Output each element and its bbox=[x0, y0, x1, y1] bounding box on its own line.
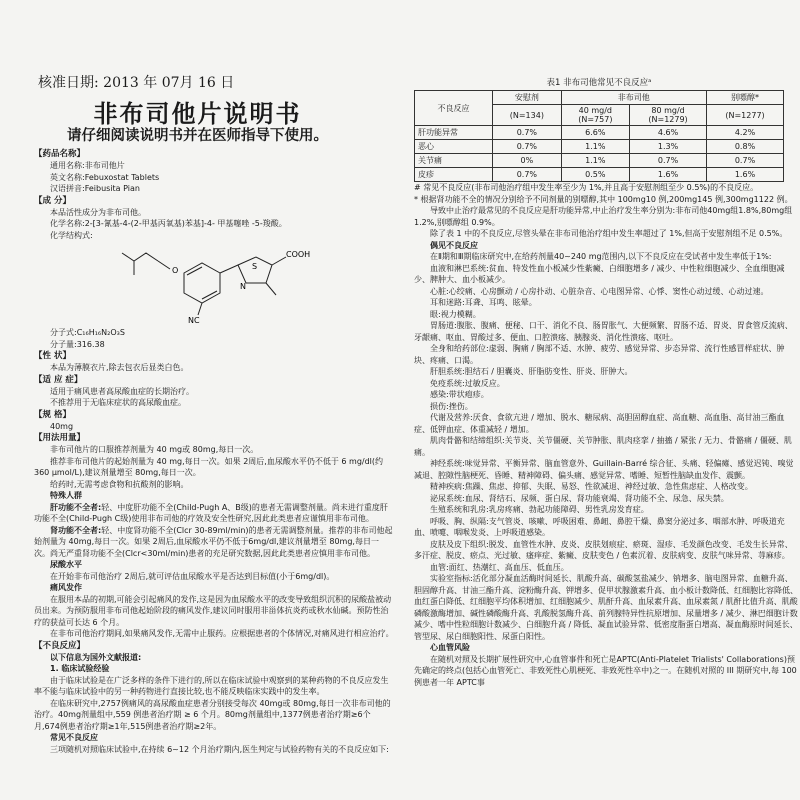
adverse-sub-heading-2: 1. 临床试验经验 bbox=[50, 664, 110, 673]
organ-system-item bbox=[414, 343, 798, 366]
chemical-name: 化学名称:2-[3-氰基-4-(2-甲基丙氧基)苯基]-4- 甲基噻唑 -5-羧酸。 bbox=[50, 219, 287, 228]
adverse-p4: 导致中止治疗最常见的不良反应是肝功能异常,中止治疗发生率分别为:非布司他40mg组1.8%,80mg组1.2%,别嘌醇组 0.9%。 bbox=[414, 206, 793, 227]
organ-system-text: 心绞痛、心房颤动 / 心房扑动、心脏杂音、心电图异常、心悸、窦性心动过缓、心动过速。 bbox=[448, 286, 769, 296]
usage-instruction: 请仔细阅读说明书并在医师指导下使用。 bbox=[67, 128, 328, 144]
organ-system-text: 味觉异常、平衡异常、脑血管意外、Guillain-Barré 综合征、头痛、轻偏瘫、感觉迟钝、嗅觉减退、腔隙性脑梗死、昏睡、精神障碍、偏头痛、感觉异常、嗜睡、短暂性脑缺血发作、震颤。 bbox=[414, 459, 794, 480]
description-text: 本品为薄膜衣片,除去包衣后显类白色。 bbox=[50, 363, 189, 372]
adverse-reaction-table bbox=[414, 90, 784, 182]
subheader-placebo-n: (N=134) bbox=[493, 105, 561, 126]
organ-system-label: 神经系统: bbox=[430, 459, 465, 468]
organ-system-label: 生殖系统和乳房: bbox=[430, 505, 489, 514]
special-population-heading: 特殊人群 bbox=[50, 491, 82, 500]
spec-value: 40mg bbox=[50, 421, 74, 431]
left-column bbox=[0, 0, 395, 800]
organ-system-label: 免疫系统: bbox=[430, 378, 465, 388]
organ-system-label: 皮肤及皮下组织: bbox=[430, 539, 489, 549]
row-feb40: 1.1% bbox=[561, 140, 629, 154]
pinyin-name: 汉语拼音:Feibusita Pian bbox=[50, 184, 140, 193]
row-reaction: 关节痛 bbox=[415, 154, 493, 168]
organ-system-text: 虚弱、胸痛 / 胸部不适、水肿、疲劳、感觉异常、步态异常、流行性感冒样症状、肿块、疼痛、口渴。 bbox=[414, 344, 785, 365]
organ-system-label: 血液和淋巴系统: bbox=[430, 263, 489, 273]
organ-system-list bbox=[414, 263, 798, 643]
sulfur-atom-label: S bbox=[252, 262, 258, 271]
adverse-p1: 由于临床试验是在广泛多样的条件下进行的,所以在临床试验中观察到的某种药物的不良反应发生率不能与临床试验中的另一种药物进行直接比较,也不能反映临床实践中的发生率。 bbox=[34, 675, 389, 696]
organ-system-label: 血管: bbox=[430, 562, 449, 572]
row-feb80: 1.6% bbox=[630, 168, 707, 182]
organ-system-label: 心脏: bbox=[430, 286, 449, 296]
organ-system-label: 眼: bbox=[430, 309, 441, 319]
header-placebo: 安慰剂 bbox=[493, 91, 561, 105]
table-note-a: # 常见不良反应(非布司他治疗组中发生率至少为 1%,并且高于安慰剂组至少 0.5%)的不良反应。 bbox=[414, 183, 759, 192]
dosage-p1: 非布司他片的口服推荐剂量为 40 mg或 80mg,每日一次。 bbox=[50, 445, 259, 454]
cyano-label: NC bbox=[188, 316, 200, 325]
section-heading-indications: 【适 应 症】 bbox=[34, 374, 83, 385]
organ-system-item bbox=[414, 481, 798, 493]
section-heading-spec: 【规 格】 bbox=[34, 409, 71, 420]
table-header-row bbox=[415, 91, 784, 105]
organ-system-text: 脱发、血管性水肿、皮炎、皮肤划痕症、瘀斑、湿疹、毛发颜色改变、毛发生长异常、多汗症、脱皮、瘀点、光过敏、瘙痒症、紫癜、皮肤变色 / 色素沉着、皮肤病变、皮肤气味异常、荨麻疹。 bbox=[414, 539, 793, 560]
indication-line-2: 不推荐用于无临床症状的高尿酸血症。 bbox=[50, 398, 186, 407]
organ-system-item bbox=[414, 573, 798, 642]
right-column bbox=[398, 0, 800, 800]
organ-system-label: 代谢及营养: bbox=[430, 413, 473, 422]
organ-system-item bbox=[414, 297, 798, 309]
table-caption: 表1 非布司他常见不良反应ᵃ bbox=[546, 78, 652, 88]
cardiovascular-risk-heading: 心血管风险 bbox=[430, 643, 470, 652]
section-heading-description: 【性 状】 bbox=[34, 351, 71, 361]
organ-system-item bbox=[414, 493, 798, 505]
document-title: 非布司他片说明书 bbox=[93, 99, 302, 128]
row-placebo: 0.7% bbox=[493, 126, 561, 140]
row-reaction: 皮疹 bbox=[415, 168, 493, 182]
organ-system-label: 实验室指标: bbox=[430, 574, 473, 583]
composition-line-1: 本品活性成分为非布司他。 bbox=[50, 207, 146, 217]
organ-system-item bbox=[414, 366, 798, 378]
organ-system-text: 带状疱疹。 bbox=[448, 390, 489, 399]
organ-system-label: 肝胆系统: bbox=[430, 367, 465, 376]
header-febuxostat: 非布司他 bbox=[561, 91, 706, 105]
organ-system-label: 感染: bbox=[430, 390, 449, 399]
organ-system-label: 全身和给药部位: bbox=[430, 344, 489, 353]
organ-system-text: 过敏反应。 bbox=[464, 378, 505, 388]
english-name: 英文名称:Febuxostat Tablets bbox=[50, 172, 160, 182]
organ-system-item bbox=[414, 539, 798, 562]
carboxyl-label: COOH bbox=[286, 250, 311, 259]
common-reactions-heading: 常见不良反应 bbox=[50, 733, 98, 742]
organ-system-item bbox=[414, 378, 798, 390]
table-row bbox=[415, 168, 784, 182]
organ-system-item bbox=[414, 516, 798, 539]
header-reaction: 不良反应 bbox=[415, 91, 493, 126]
section-heading-composition: 【成 分】 bbox=[34, 195, 71, 206]
organ-system-text: 视力模糊。 bbox=[440, 309, 481, 319]
section-heading-drug-name: 【药品名称】 bbox=[34, 149, 86, 159]
subheader-80mg bbox=[630, 105, 707, 126]
renal-label: 肾功能不全者: bbox=[50, 525, 102, 535]
organ-system-label: 呼吸、胸、纵隔: bbox=[430, 516, 489, 526]
organ-system-item bbox=[414, 562, 798, 574]
gout-flare-text-2: 在非布司他治疗期间,如果痛风发作,无需中止服药。应根据患者的个体情况,对痛风进行相应治疗。 bbox=[50, 629, 394, 638]
oxygen-atom-label: O bbox=[172, 266, 179, 275]
chemical-structure bbox=[34, 243, 334, 325]
row-allopurinol: 0.7% bbox=[707, 154, 784, 168]
organ-system-text: 支气管炎、咳嗽、呼吸困难、鼻衄、鼻腔干燥、鼻窦分泌过多、咽部水肿、呼吸道充血、喷嚏、咽喉发炎、上呼吸道感染。 bbox=[414, 516, 785, 537]
organ-system-label: 泌尿系统: bbox=[430, 493, 465, 503]
structure-label: 化学结构式: bbox=[50, 230, 93, 240]
organ-system-text: 胆结石 / 胆囊炎、肝脂肪变性、肝炎、肝肿大。 bbox=[464, 367, 633, 376]
table-row bbox=[415, 154, 784, 168]
row-feb80: 4.6% bbox=[630, 126, 707, 140]
organ-system-text: 血尿、肾结石、尿频、蛋白尿、肾功能衰竭、肾功能不全、尿急、尿失禁。 bbox=[464, 493, 729, 503]
row-feb40: 6.6% bbox=[561, 126, 629, 140]
organ-system-item bbox=[414, 389, 798, 401]
row-placebo: 0% bbox=[493, 154, 561, 168]
adverse-sub-heading-1: 以下信息为国外文献报道: bbox=[50, 652, 142, 662]
molecular-formula: 分子式:C₁₆H₁₆N₂O₃S bbox=[50, 328, 125, 337]
organ-system-item bbox=[414, 286, 798, 298]
table-row bbox=[415, 126, 784, 140]
adverse-p2: 在临床研究中,2757例痛风的高尿酸血症患者分别接受每次 40mg或 80mg,每日一次非布司他的治疗。40mg剂量组中,559 例患者治疗期 ≥ 6 个月。80mg剂量组中,1377例患者治疗期≥6个月,674例患者治疗期≥1年,515例患者治疗期≥2年。 bbox=[34, 698, 391, 731]
table-row bbox=[415, 140, 784, 154]
organ-system-label: 精神疾病: bbox=[430, 482, 465, 491]
hepatic-text: 轻、中度肝功能不全(Child-Pugh A、B级)的患者无需调整剂量。尚未进行重度肝功能不全(Child-Pugh C级)使用非布司他的疗效及安全性研究,因此此类患者应谨慎用非布司他。 bbox=[34, 502, 388, 523]
section-heading-adverse: 【不良反应】 bbox=[34, 640, 86, 651]
organ-system-item bbox=[414, 435, 798, 458]
subheader-40mg bbox=[561, 105, 629, 126]
row-feb40: 0.5% bbox=[561, 168, 629, 182]
organ-system-text: 挫伤。 bbox=[448, 401, 473, 411]
organ-system-label: 耳和迷路: bbox=[430, 298, 465, 307]
adverse-p5: 除了表 1 中的不良反应,尽管头晕在非布司他治疗组中发生率超过了 1%,但高于安慰剂组不足 0.5%。 bbox=[430, 229, 788, 238]
organ-system-item bbox=[414, 504, 798, 516]
occasional-reactions-heading: 偶见不良反应 bbox=[430, 240, 478, 250]
row-reaction: 恶心 bbox=[415, 140, 493, 154]
organ-system-text: 腹胀、腹痛、便秘、口干、消化不良、肠胃胀气、大便频繁、胃肠不适、胃炎、胃食管反流病、牙龈痛、呕血、胃酸过多、便血、口腔溃疡、胰腺炎、消化性溃疡、呕吐。 bbox=[414, 321, 793, 342]
indication-line-1: 适用于痛风患者高尿酸血症的长期治疗。 bbox=[50, 386, 194, 396]
organ-system-label: 肌肉骨骼和结缔组织: bbox=[430, 436, 505, 445]
organ-system-item bbox=[414, 401, 798, 413]
subheader-allopurinol-n: (N=1277) bbox=[707, 105, 784, 126]
monograph-body bbox=[34, 148, 394, 755]
row-allopurinol: 1.6% bbox=[707, 168, 784, 182]
row-allopurinol: 4.2% bbox=[707, 126, 784, 140]
uric-acid-heading: 尿酸水平 bbox=[50, 560, 82, 569]
row-placebo: 0.7% bbox=[493, 140, 561, 154]
generic-name: 通用名称:非布司他片 bbox=[50, 161, 125, 170]
gout-flare-text-1: 在服用本品的初期,可能会引起痛风的发作,这是因为血尿酸水平的改变导致组织沉积的尿酸盐被动员出来。为预防服用非布司他起始阶段的痛风发作,建议同时服用非甾体抗炎药或秋水仙碱。预防性治疗的获益可长达 6 个月。 bbox=[34, 594, 392, 627]
organ-system-label: 胃肠道: bbox=[430, 321, 457, 330]
molecular-weight: 分子量:316.38 bbox=[50, 339, 105, 349]
nitrogen-atom-label: N bbox=[240, 282, 246, 291]
approval-date: 核准日期: 2013 年 07月 16 日 bbox=[38, 75, 235, 91]
adverse-p6: 在Ⅱ期和Ⅲ期临床研究中,在给药剂量40~240 mg范围内,以下不良反应在受试者中发生率低于1%: bbox=[430, 252, 772, 261]
cardiovascular-risk-text: 在随机对照及长期扩展性研究中,心血管事件和死亡是APTC(Anti-Platelet Trialists' Collaborations)预先确定的终点(包括心血管死亡、非致死性心肌梗死、非致死性卒中)之一。在随机对照的 III 期研究中,每 100 例患者一年 APTC事 bbox=[414, 654, 797, 687]
header-allopurinol: 别嘌醇* bbox=[707, 91, 784, 105]
dosage-p2: 推荐非布司他片的起始剂量为 40 mg,每日一次。如果 2周后,血尿酸水平仍不低于 6 mg/dl(约360 μmol/L),建议剂量增至 80mg,每日一次。 bbox=[34, 456, 384, 477]
row-reaction: 肝功能异常 bbox=[415, 126, 493, 140]
gout-flare-heading: 痛风发作 bbox=[50, 583, 82, 592]
row-feb80: 1.3% bbox=[630, 140, 707, 154]
subheader-40mg-dose: 40 mg/d bbox=[578, 106, 613, 115]
organ-system-text: 贫血、特发性血小板减少性紫癜、白细胞增多 / 减少、中性粒细胞减少、全血细胞减少、脾肿大、血小板减少。 bbox=[414, 263, 785, 284]
renal-text: 轻、中度肾功能不全(Clcr 30-89ml/min)的患者无需调整剂量。推荐的非布司他起始剂量为 40mg,每日一次。如果 2周后,血尿酸水平仍不低于6mg/dl,建议剂量增至 80mg,每日一次。尚无严重肾功能不全(Clcr<30ml/min)患者的充足研究数据,因此此类患者应慎用非布司他。 bbox=[34, 525, 393, 558]
organ-system-text: 活化部分凝血活酶时间延长、肌酸升高、碳酸氢盐减少、钠增多、脑电图异常、血糖升高、胆固醇升高、甘油三酯升高、淀粉酶升高、钾增多、促甲状腺激素升高、血小板计数降低、红细胞比容降低、血红蛋白降低、红细胞平均体积增加、红细胞减少、肌酐升高、血尿素升高、血尿素氮 / 肌酐比值升高、肌酸磷酸激酶增加、碱性磷酸酶升高、乳酸脱氢酶升高、前列腺特异性抗原增加、尿量增多 / 减少、淋巴细胞计数减少、嗜中性粒细胞计数减少、白细胞升高 / 降低、凝血试验异常、低密度脂蛋白增高、凝血酶原时间延长、管型尿、尿白细胞阳性、尿蛋白阳性。 bbox=[414, 574, 798, 641]
organ-system-label: 损伤: bbox=[430, 401, 449, 411]
uric-acid-text: 在开始非布司他治疗 2周后,就可评估血尿酸水平是否达到目标值(小于6mg/dl)。 bbox=[50, 571, 335, 581]
organ-system-item bbox=[414, 320, 798, 343]
organ-system-text: 关节炎、关节僵硬、关节肿胀、肌肉痉挛 / 抽搐 / 紧张 / 无力、骨骼痛 / 僵硬、肌痛。 bbox=[414, 436, 792, 457]
organ-system-text: 乳房疼痛、勃起功能障碍、男性乳房发育症。 bbox=[488, 505, 649, 514]
subheader-80mg-dose: 80 mg/d bbox=[651, 106, 685, 115]
section-heading-dosage: 【用法用量】 bbox=[34, 433, 86, 443]
subheader-80mg-n: (N=1279) bbox=[648, 115, 688, 124]
organ-system-item bbox=[414, 309, 798, 321]
hepatic-label: 肝功能不全者: bbox=[50, 502, 102, 512]
row-placebo: 0.7% bbox=[493, 168, 561, 182]
row-feb80: 0.7% bbox=[630, 154, 707, 168]
organ-system-text: 面红、热潮红、高血压、低血压。 bbox=[448, 562, 569, 572]
organ-system-text: 厌食、食欲亢进 / 增加、脱水、糖尿病、高胆固醇血症、高血糖、高血脂、高甘油三酯血症、低钾血症、体重减轻 / 增加。 bbox=[414, 413, 785, 434]
organ-system-item bbox=[414, 263, 798, 286]
organ-system-text: 焦躁、焦虑、抑郁、失眠、易怒、性欲减退、神经过敏、急性焦虑症、人格改变。 bbox=[464, 482, 753, 491]
organ-system-item bbox=[414, 458, 798, 481]
organ-system-item bbox=[414, 412, 798, 435]
table-note-b: * 根据肾功能不全的情况分别给予不同剂量的别嘌醇,其中 100mg10 例,200mg145 例,300mg1122 例。 bbox=[414, 194, 793, 204]
organ-system-text: 耳聋、耳鸣、眩晕。 bbox=[464, 298, 537, 307]
row-allopurinol: 0.8% bbox=[707, 140, 784, 154]
dosage-p3: 给药时,无需考虑食物和抗酸剂的影响。 bbox=[50, 479, 189, 489]
row-feb40: 1.1% bbox=[561, 154, 629, 168]
subheader-40mg-n: (N=757) bbox=[578, 115, 613, 124]
adverse-p3: 三项随机对照临床试验中,在持续 6~12 个月治疗期内,医生判定与试验药物有关的不良反应如下: bbox=[50, 744, 389, 754]
